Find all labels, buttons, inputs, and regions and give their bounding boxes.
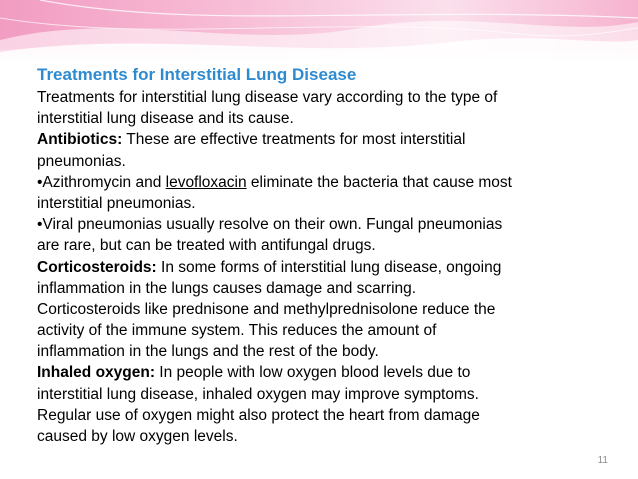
line-text: inflammation in the lungs and the rest of the body. [37, 343, 379, 361]
line-text: pneumonias. [37, 152, 126, 170]
line-text: are rare, but can be treated with antifungal drugs. [37, 237, 376, 255]
body-line [37, 384, 617, 405]
body-line [37, 405, 617, 426]
body-line [37, 108, 617, 129]
body-line [37, 151, 617, 172]
body-line [37, 214, 617, 235]
heading-antibiotics: Antibiotics: [37, 131, 123, 149]
body-line [37, 257, 617, 278]
line-text: activity of the immune system. This reduces the amount of [37, 322, 437, 340]
line-text: •Azithromycin and [37, 173, 166, 191]
body-line [37, 172, 617, 193]
line-text: caused by low oxygen levels. [37, 428, 238, 445]
line-text: Treatments for interstitial lung disease vary according to the type of [37, 89, 498, 106]
line-text: In people with low oxygen blood levels due to [155, 364, 471, 382]
body-line [37, 87, 617, 108]
body-line [37, 341, 617, 362]
slide-title: Treatments for Interstitial Lung Disease [37, 65, 357, 84]
line-text: interstitial pneumonias. [37, 194, 196, 212]
body-line [37, 129, 617, 150]
line-text: interstitial lung disease, inhaled oxygen may improve symptoms. [37, 385, 479, 403]
body-line [37, 235, 617, 256]
line-text: Corticosteroids like prednisone and methylprednisolone reduce the [37, 300, 496, 318]
heading-corticosteroids: Corticosteroids: [37, 258, 157, 276]
body-line [37, 299, 617, 320]
line-text: eliminate the bacteria that cause most [246, 173, 512, 191]
heading-inhaled-oxygen: Inhaled oxygen: [37, 364, 155, 382]
line-text: interstitial lung disease and its cause. [37, 110, 294, 128]
line-text: In some forms of interstitial lung disease, ongoing [156, 258, 502, 276]
page-number: 11 [597, 455, 608, 466]
body-line [37, 193, 617, 214]
body-line [37, 426, 617, 447]
body-line [37, 278, 617, 299]
line-text: Regular use of oxygen might also protect the heart from damage [37, 406, 480, 424]
levofloxacin-link[interactable]: levofloxacin [165, 173, 247, 191]
decorative-banner [0, 0, 638, 62]
slide-body [37, 87, 617, 447]
line-text: •Viral pneumonias usually resolve on their own. Fungal pneumonias [37, 216, 503, 234]
body-line [37, 362, 617, 383]
body-line [37, 320, 617, 341]
line-text: These are effective treatments for most interstitial [122, 131, 466, 149]
line-text: inflammation in the lungs causes damage and scarring. [37, 279, 417, 297]
